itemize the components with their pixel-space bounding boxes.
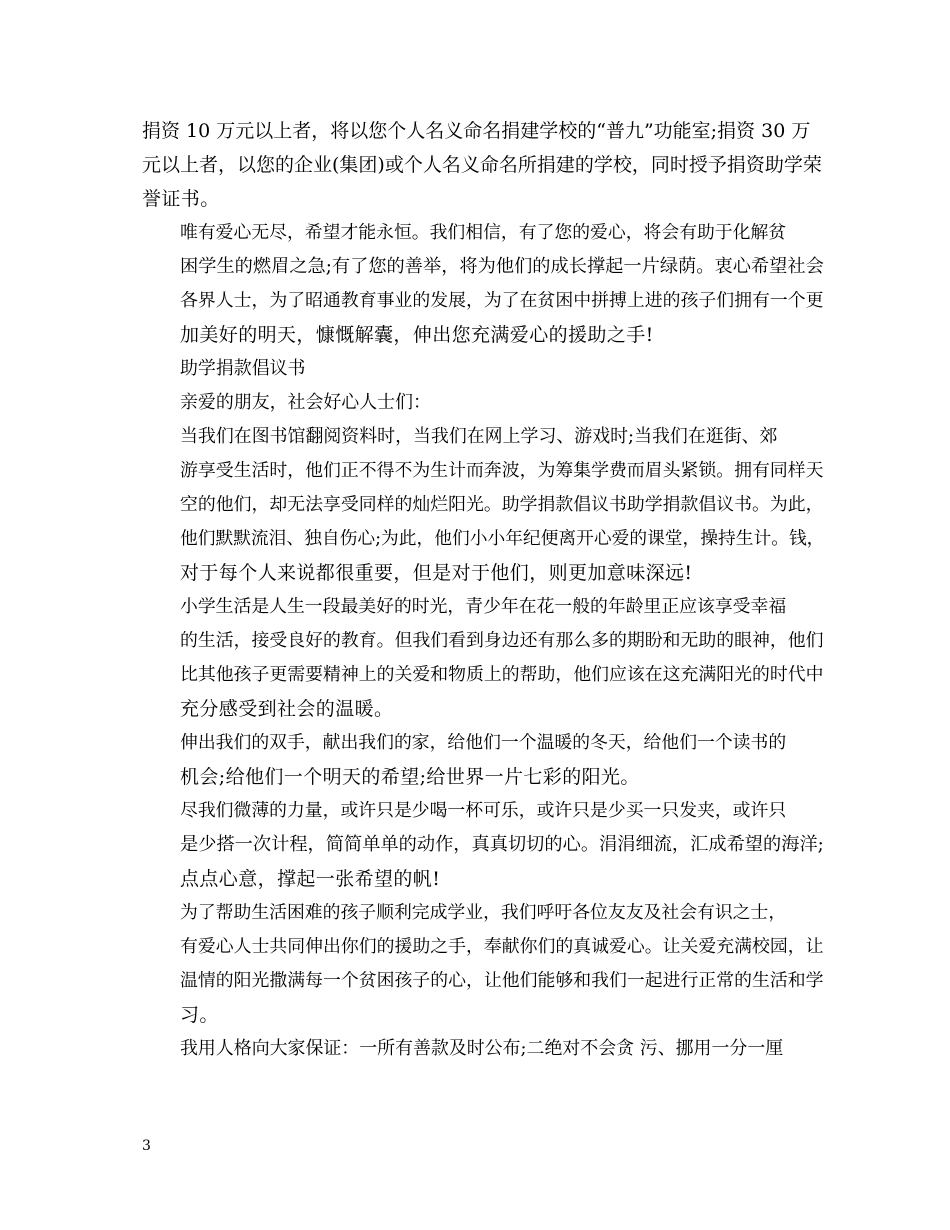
paragraph-line: 唯有爱心无尽，希望才能永恒。我们相信，有了您的爱心，将会有助于化解贫: [180, 222, 787, 243]
page-number: 3: [142, 1138, 151, 1154]
paragraph-line: 伸出我们的双手，献出我们的家，给他们一个温暖的冬天，给他们一个读书的: [180, 732, 787, 753]
paragraph-line: 助学捐款倡议书: [180, 358, 306, 379]
paragraph-line: 困学生的燃眉之急;有了您的善举，将为他们的成长撑起一片绿荫。衷心希望社会: [180, 256, 824, 277]
paragraph-line: 亲爱的朋友，社会好心人士们：: [180, 392, 431, 413]
body-paragraph: [142, 352, 822, 386]
paragraph-line: 比其他孩子更需要精神上的关爱和物质上的帮助，他们应该在这充满阳光的时代中: [180, 664, 824, 685]
paragraph-line: 充分感受到社会的温暖。: [180, 698, 394, 720]
paragraph-line: 我用人格向大家保证：一所有善款及时公布;二绝对不会贪 污、挪用一分一厘: [180, 1038, 784, 1059]
paragraph-line: 对于每个人来说都很重要，但是对于他们，则更加意味深远!: [180, 562, 693, 584]
paragraph-line: 元以上者，以您的企业(集团)或个人名义命名所捐建的学校，同时授予捐资助学荣: [142, 154, 822, 176]
body-paragraph: [142, 216, 822, 352]
body-paragraph: [142, 590, 822, 726]
paragraph-line: 点点心意，撑起一张希望的帆!: [180, 868, 441, 890]
paragraph-line: 的生活，接受良好的教育。但我们看到身边还有那么多的期盼和无助的眼神，他们: [180, 630, 824, 651]
paragraph-line: 是少搭一次计程，简简单单的动作，真真切切的心。涓涓细流，汇成希望的海洋;: [180, 834, 824, 855]
paragraph-line: 捐资 10 万元以上者，将以您个人名义命名捐建学校的“普九”功能室;捐资 30 万: [142, 120, 811, 142]
body-paragraph: [142, 794, 822, 896]
paragraph-line: 有爱心人士共同伸出你们的援助之手，奉献你们的真诚爱心。让关爱充满校园，让: [180, 936, 824, 957]
body-paragraph: [142, 386, 822, 420]
paragraph-line: 各界人士，为了昭通教育事业的发展，为了在贫困中拼搏上进的孩子们拥有一个更: [180, 290, 824, 311]
paragraph-line: 温情的阳光撒满每一个贫困孩子的心，让他们能够和我们一起进行正常的生活和学: [180, 970, 824, 991]
body-paragraph: [142, 726, 822, 794]
document-body: [142, 114, 825, 1066]
paragraph-line: 游享受生活时，他们正不得不为生计而奔波，为筹集学费而眉头紧锁。拥有同样天: [180, 460, 824, 481]
paragraph-line: 习。: [180, 1004, 219, 1026]
paragraph-line: 他们默默流泪、独自伤心;为此，他们小小年纪便离开心爱的课堂，操持生计。钱，: [180, 529, 825, 549]
body-paragraph: [142, 896, 822, 1032]
paragraph-line: 为了帮助生活困难的孩子顺利完成学业，我们呼吁各位友友及社会有识之士，: [180, 902, 787, 923]
body-paragraph: [142, 114, 822, 216]
body-paragraph: [142, 1032, 822, 1066]
paragraph-line: 空的他们，却无法享受同样的灿烂阳光。助学捐款倡议书助学捐款倡议书。为此，: [180, 494, 824, 515]
paragraph-line: 加美好的明天，慷慨解囊，伸出您充满爱心的援助之手!: [180, 324, 654, 346]
paragraph-line: 誉证书。: [142, 188, 220, 210]
body-paragraph: [142, 420, 825, 590]
paragraph-line: 小学生活是人生一段最美好的时光，青少年在花一般的年龄里正应该享受幸福: [180, 596, 787, 617]
paragraph-line: 机会;给他们一个明天的希望;给世界一片七彩的阳光。: [180, 766, 640, 788]
paragraph-line: 当我们在图书馆翻阅资料时，当我们在网上学习、游戏时;当我们在逛街、郊: [180, 426, 778, 447]
paragraph-line: 尽我们微薄的力量，或许只是少喝一杯可乐，或许只是少买一只发夹，或许只: [180, 800, 787, 821]
